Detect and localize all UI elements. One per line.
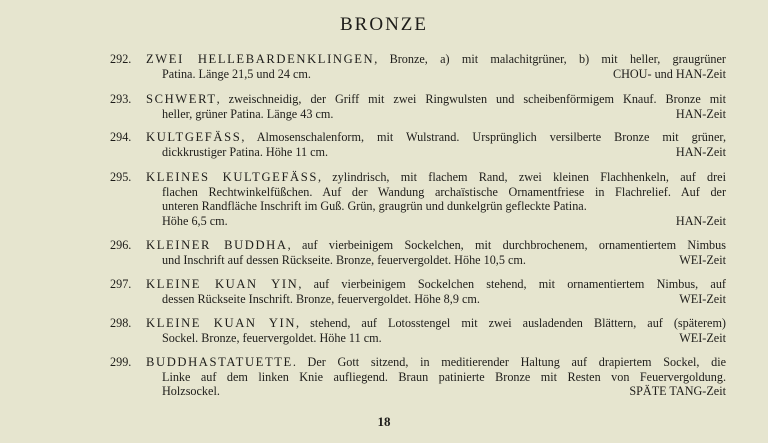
- entry-line: BUDDHASTATUETTE. Der Gott sitzend, in meditierender Haltung auf drapiertem Sockel, die: [146, 355, 726, 369]
- entry-period: WEI-Zeit: [679, 291, 726, 306]
- page-number: 18: [377, 414, 391, 429]
- entry-title: KULTGEFÄSS: [146, 130, 242, 144]
- entry-line: KLEINE KUAN YIN, auf vierbeinigem Sockelchen stehend, mit ornamentiertem Nimbus, auf: [146, 277, 726, 291]
- entry-line: KULTGEFÄSS, Almosenschalenform, mit Wulstrand. Ursprünglich versilberte Bronze mit grüner,: [146, 130, 726, 144]
- entry-number: 298.: [110, 316, 132, 330]
- entry-line: SCHWERT, zweischneidig, der Griff mit zwei Ringwulsten und scheibenförmigem Knauf. Bronze mit: [146, 92, 726, 106]
- entry-number: 295.: [110, 170, 132, 184]
- entry-line: ZWEI HELLEBARDENKLINGEN, Bronze, a) mit malachitgrüner, b) mit heller, graugrüner: [146, 52, 726, 66]
- entry-line: heller, grüner Patina. Länge 43 cm. HAN-Zeit: [162, 106, 726, 121]
- entry-line: Holzsockel. SPÄTE TANG-Zeit: [162, 384, 726, 399]
- entry-line: KLEINER BUDDHA, auf vierbeinigem Sockelchen, mit durchbrochenem, ornamentiertem Nimbus: [146, 238, 726, 252]
- entry-period: HAN-Zeit: [675, 213, 726, 228]
- entry-line: Linke auf dem linken Knie aufliegend. Braun patinierte Bronze mit Resten von Feuervergoldung.: [162, 369, 726, 384]
- entry-title: SCHWERT: [146, 92, 217, 106]
- entry-line: Sockel. Bronze, feuervergoldet. Höhe 11 cm. WEI-Zeit: [162, 330, 726, 345]
- entry-line: dessen Rückseite Inschrift. Bronze, feuervergoldet. Höhe 8,9 cm. WEI-Zeit: [162, 291, 726, 306]
- entry-title: BUDDHASTATUETTE: [146, 355, 293, 369]
- entry-line: flachen Rechtwinkelfüßchen. Auf der Wandung archaïstische Ornamentfriese in Flachrelief. Auf der: [162, 184, 726, 199]
- entry-period: SPÄTE TANG-Zeit: [629, 384, 726, 399]
- entry-line: KLEINE KUAN YIN, stehend, auf Lotosstengel mit zwei ausladenden Blättern, auf (späterem): [146, 316, 726, 330]
- entry-line: KLEINES KULTGEFÄSS, zylindrisch, mit flachem Rand, zwei kleinen Flachhenkeln, auf drei: [146, 170, 726, 184]
- entry-period: CHOU- und HAN-Zeit: [612, 66, 726, 81]
- entry-number: 293.: [110, 92, 132, 106]
- entry-period: HAN-Zeit: [675, 144, 726, 159]
- entry-number: 296.: [110, 238, 132, 252]
- page-heading: BRONZE: [340, 14, 428, 35]
- entry-line: und Inschrift auf dessen Rückseite. Bronze, feuervergoldet. Höhe 10,5 cm. WEI-Zeit: [162, 252, 726, 267]
- entry-title: KLEINE KUAN YIN: [146, 277, 299, 291]
- entry-period: WEI-Zeit: [679, 330, 726, 345]
- entry-line: unteren Randfläche Inschrift im Guß. Grün, graugrün und dunkelgrün gefleckte Patina.: [162, 199, 587, 214]
- entry-number: 292.: [110, 52, 132, 66]
- entry-number: 294.: [110, 130, 132, 144]
- entry-line: Patina. Länge 21,5 und 24 cm. CHOU- und HAN-Zeit: [162, 66, 726, 81]
- entry-line: Höhe 6,5 cm. HAN-Zeit: [162, 213, 726, 228]
- entry-line: dickkrustiger Patina. Höhe 11 cm. HAN-Zeit: [162, 144, 726, 159]
- entry-number: 297.: [110, 277, 132, 291]
- entry-number: 299.: [110, 355, 132, 369]
- entry-title: KLEINES KULTGEFÄSS: [146, 170, 318, 184]
- entry-period: WEI-Zeit: [679, 252, 726, 267]
- entry-period: HAN-Zeit: [675, 106, 726, 121]
- entry-title: ZWEI HELLEBARDENKLINGEN: [146, 52, 375, 66]
- entry-title: KLEINE KUAN YIN: [146, 316, 297, 330]
- entry-title: KLEINER BUDDHA: [146, 238, 288, 252]
